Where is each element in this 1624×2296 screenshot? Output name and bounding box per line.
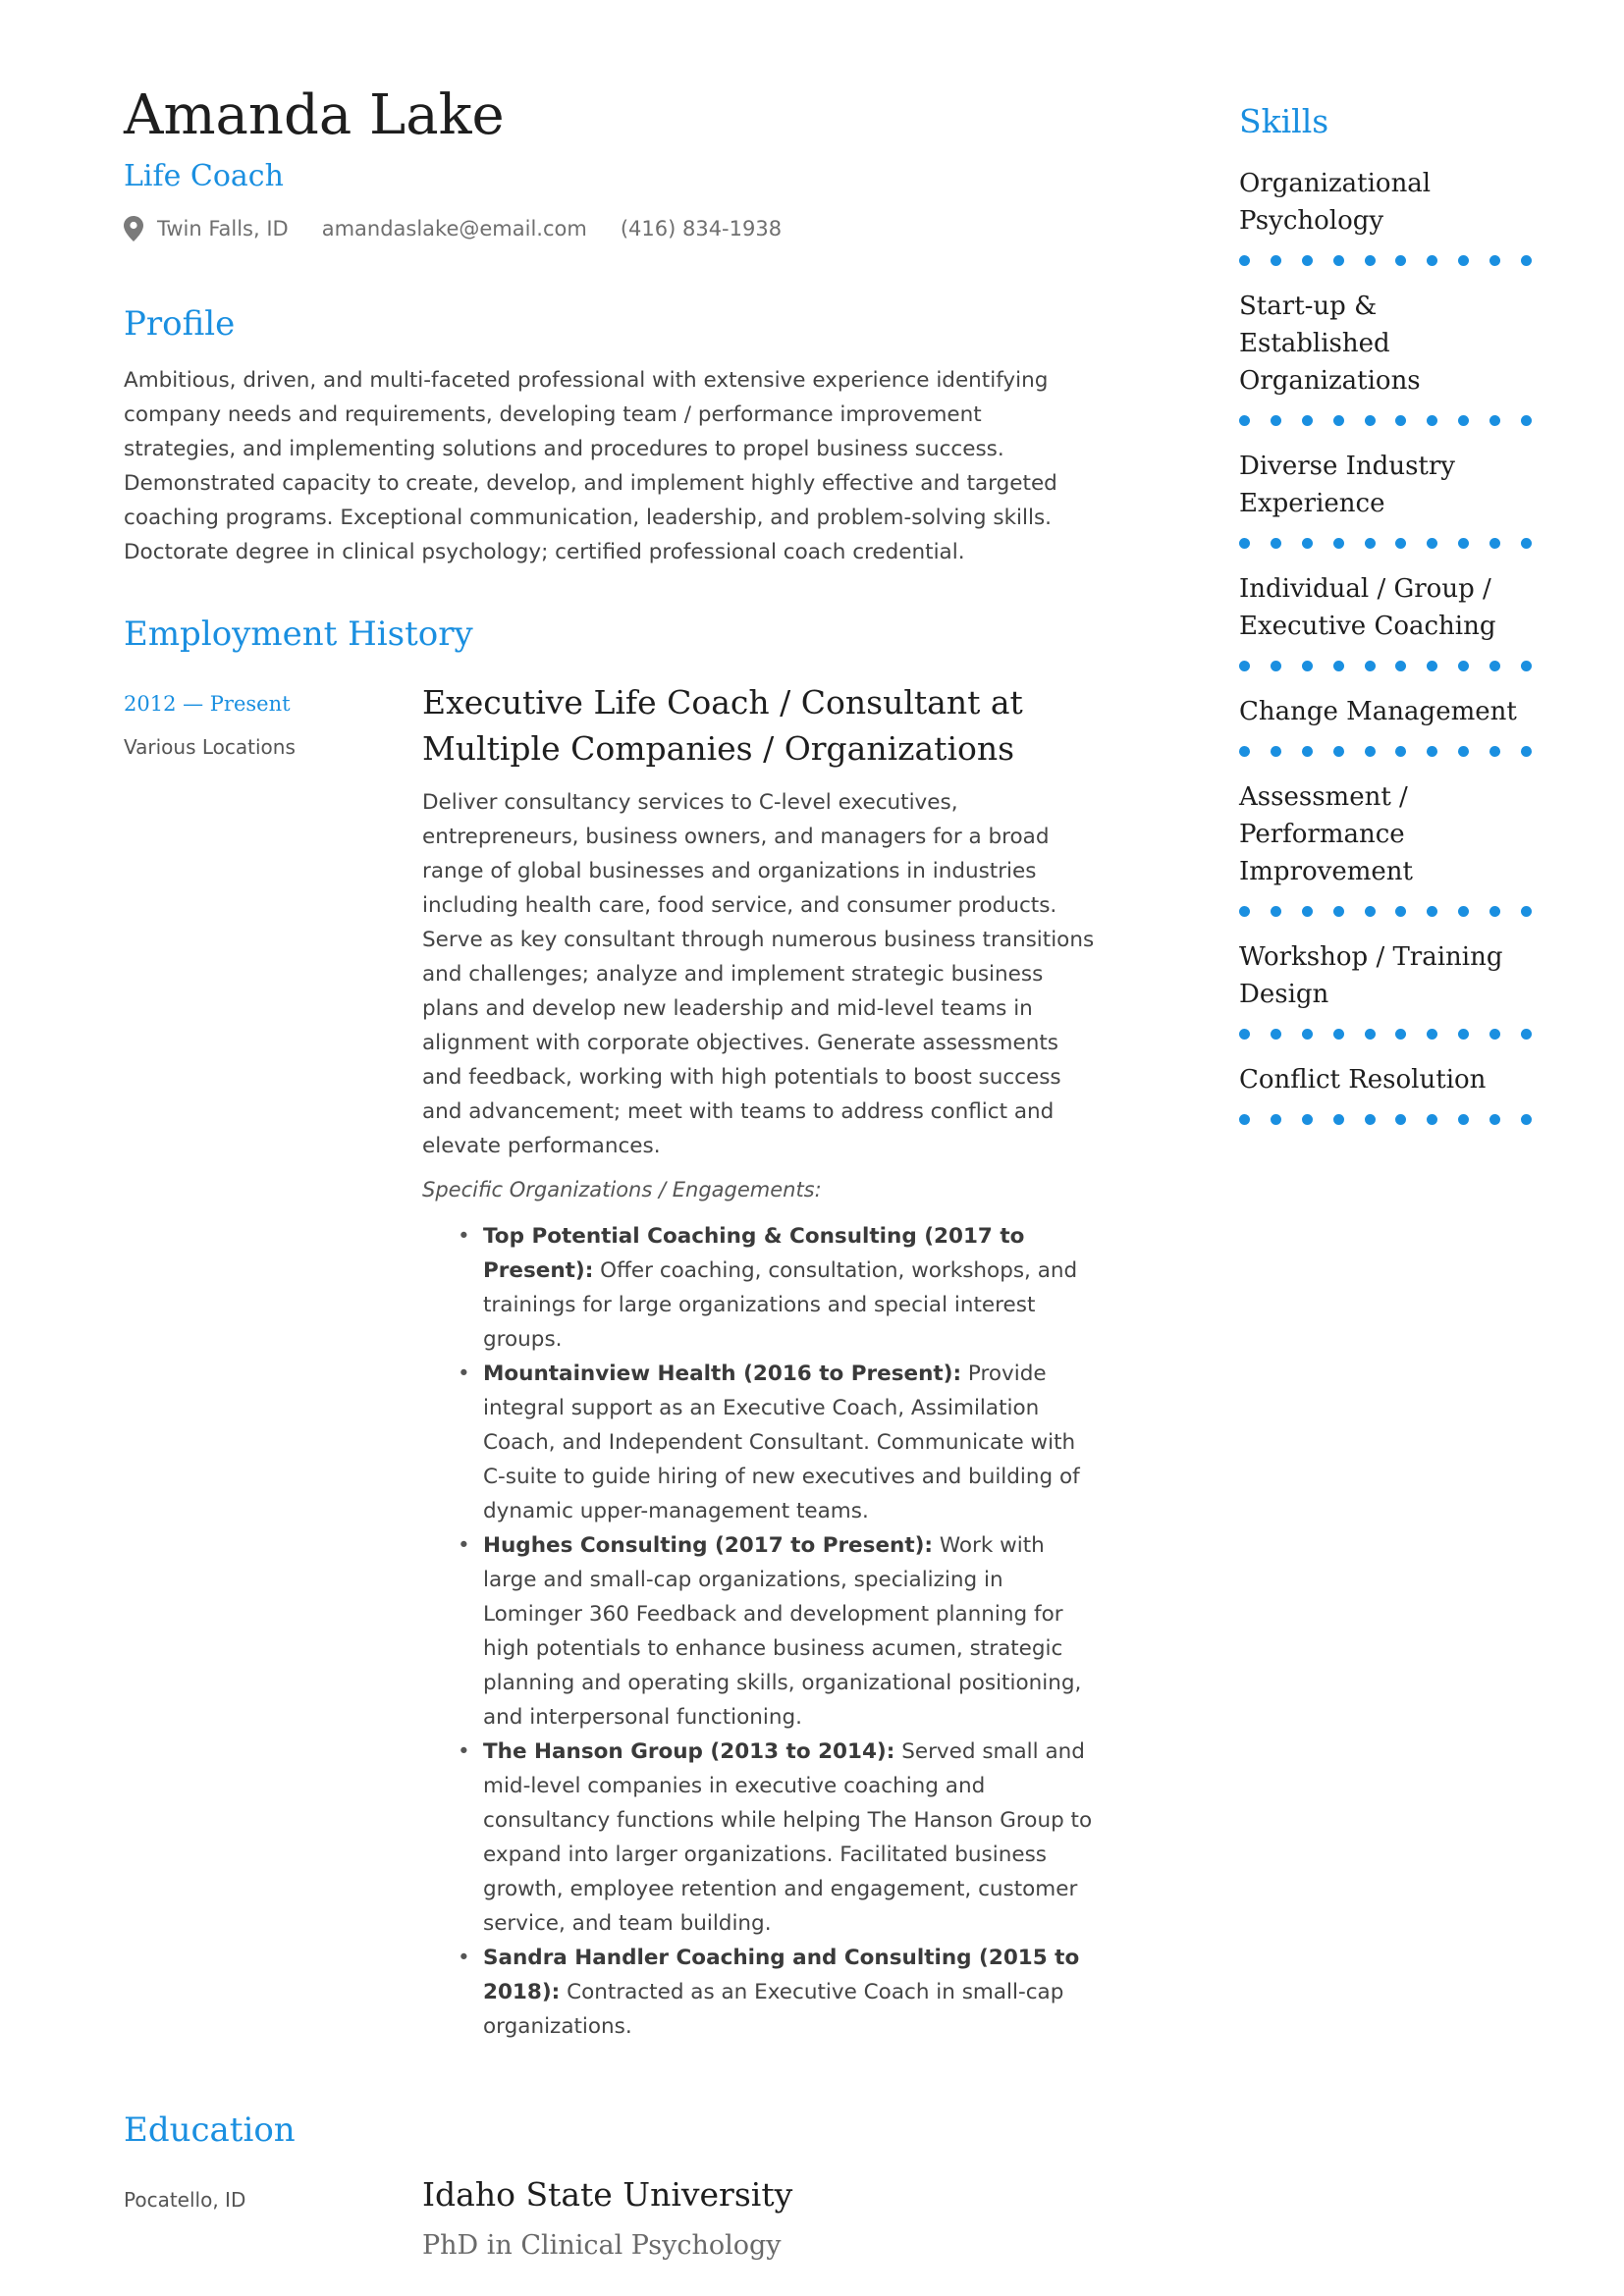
skill-dot [1302, 906, 1313, 917]
skill-dot [1521, 538, 1532, 549]
skill-name: Organizational Psychology [1239, 169, 1432, 236]
skill-dot [1489, 906, 1500, 917]
skill-dot [1521, 1029, 1532, 1040]
skill-dot [1365, 661, 1376, 671]
skill-dot [1427, 415, 1437, 426]
skills-heading: Skills [1239, 102, 1329, 140]
skill-dot [1489, 661, 1500, 671]
skill-item [1239, 448, 1534, 549]
skill-dot [1521, 255, 1532, 266]
skill-dot [1271, 746, 1281, 757]
skill-dot [1333, 1114, 1344, 1125]
resume-main-column [124, 80, 1096, 2266]
skill-name: Conflict Resolution [1239, 1065, 1487, 1095]
skill-dot [1239, 255, 1250, 266]
skill-dot [1395, 1114, 1406, 1125]
skill-dot [1458, 746, 1469, 757]
skill-level-dots [1239, 415, 1532, 426]
skill-dot [1458, 415, 1469, 426]
skill-dot [1271, 906, 1281, 917]
contact-email[interactable]: amandaslake@email.com [321, 217, 587, 240]
skill-dot [1302, 1114, 1313, 1125]
job-bullet-text: Work with large and small-cap organizations, specializing in Lominger 360 Feedback and development planning for high potentials to enhance business acumen, strategic planning and operating skills, organizational positioning, and interpersonal functioning. [483, 1533, 1082, 1730]
skill-dot [1489, 1029, 1500, 1040]
skill-dot [1489, 746, 1500, 757]
skill-dot [1427, 746, 1437, 757]
education-degree: PhD in Clinical Psychology [422, 2230, 782, 2261]
skill-dot [1427, 1029, 1437, 1040]
skill-item [1239, 938, 1534, 1040]
skill-dot [1427, 1114, 1437, 1125]
skill-dot [1458, 906, 1469, 917]
skill-dot [1271, 538, 1281, 549]
skill-dot [1427, 906, 1437, 917]
skill-dot [1395, 906, 1406, 917]
skill-dot [1489, 255, 1500, 266]
job-bullet-list [422, 1219, 1096, 2044]
job-description: Deliver consultancy services to C-level executives, entrepreneurs, business owners, and managers for a broad range of global businesses and organizations in industries including health care, food service, and consumer products. Serve as key consultant through numerous business transitions and challenges; analyze and implement strategic business plans and develop new leadership and mid-level teams in alignment with corporate objectives. Generate assessments and feedback, working with high potentials to boost success and advancement; meet with teams to address conflict and elevate performances. [422, 790, 1095, 1158]
skill-dot [1333, 538, 1344, 549]
skill-item [1239, 288, 1534, 426]
skill-dot [1333, 1029, 1344, 1040]
skill-dot [1395, 1029, 1406, 1040]
skill-dot [1333, 415, 1344, 426]
contact-location: Twin Falls, ID [157, 217, 289, 240]
education-school: Idaho State University [422, 2175, 793, 2214]
skill-dot [1521, 906, 1532, 917]
job-bullet [422, 1219, 1096, 1357]
skill-level-dots [1239, 255, 1532, 266]
skill-dot [1239, 538, 1250, 549]
profile-text: Ambitious, driven, and multi-faceted professional with extensive experience identifying company needs and requirements, developing team / performance improvement strategies, and implementing solutions and procedures to propel business success. Demonstrated capacity to create, develop, and implement highly effective and targeted coaching programs. Exceptional communication, leadership, and problem-solving skills. Doctorate degree in clinical psychology; certified professional coach credential. [124, 368, 1057, 564]
job-meta [124, 679, 422, 2044]
skill-name: Diverse Industry Experience [1239, 452, 1455, 518]
skill-dot [1365, 906, 1376, 917]
location-pin-icon [124, 216, 143, 241]
job-location: Various Locations [124, 735, 296, 759]
employment-heading: Employment History [124, 614, 473, 654]
skill-dot [1395, 746, 1406, 757]
job-bullet-bold: Mountainview Health (2016 to Present): [483, 1362, 962, 1386]
skill-dot [1302, 746, 1313, 757]
job-bullet-bold: Hughes Consulting (2017 to Present): [483, 1533, 934, 1558]
skill-dot [1271, 1114, 1281, 1125]
job-bullet [422, 1735, 1096, 1941]
education-entry [124, 2173, 1096, 2266]
skill-level-dots [1239, 906, 1532, 917]
skill-dot [1333, 661, 1344, 671]
skill-dot [1521, 661, 1532, 671]
skill-dot [1458, 255, 1469, 266]
skill-dot [1271, 661, 1281, 671]
skill-dot [1395, 538, 1406, 549]
skill-dot [1427, 255, 1437, 266]
skill-dot [1427, 538, 1437, 549]
skill-item [1239, 778, 1534, 917]
education-heading: Education [124, 2110, 296, 2150]
contact-line [124, 216, 1096, 241]
skill-dot [1333, 746, 1344, 757]
education-location: Pocatello, ID [124, 2188, 246, 2212]
skill-dot [1239, 661, 1250, 671]
skill-dot [1365, 255, 1376, 266]
skill-dot [1333, 906, 1344, 917]
skill-dot [1521, 1114, 1532, 1125]
skill-dot [1239, 906, 1250, 917]
skill-dot [1271, 255, 1281, 266]
education-body [422, 2173, 792, 2266]
job-bullet-text: Served small and mid-level companies in executive coaching and consultancy functions while helping The Hanson Group to expand into larger organizations. Facilitated business growth, employee retention and engagement, customer service, and team building. [483, 1739, 1093, 1936]
skill-item [1239, 165, 1534, 266]
skill-dot [1521, 746, 1532, 757]
skill-dot [1458, 538, 1469, 549]
skill-name: Change Management [1239, 697, 1517, 726]
skill-dot [1458, 661, 1469, 671]
job-entry [124, 679, 1096, 2044]
skill-dot [1333, 255, 1344, 266]
skill-name: Start-up & Established Organizations [1239, 292, 1421, 396]
skill-dot [1365, 1114, 1376, 1125]
job-subheading: Specific Organizations / Engagements: [422, 1178, 822, 1201]
job-bullet [422, 1941, 1096, 2044]
skill-dot [1489, 415, 1500, 426]
skill-dot [1395, 255, 1406, 266]
skill-level-dots [1239, 1029, 1532, 1040]
skill-item [1239, 693, 1534, 757]
job-bullet-text: Provide integral support as an Executive Coach, Assimilation Coach, and Independent Consultant. Communicate with C-suite to guide hiring of new executives and building of dynamic upper-management teams. [483, 1362, 1080, 1523]
skill-dot [1239, 1114, 1250, 1125]
skill-dot [1427, 661, 1437, 671]
skill-name: Individual / Group / Executive Coaching [1239, 574, 1496, 641]
profile-heading: Profile [124, 304, 236, 344]
skill-level-dots [1239, 661, 1532, 671]
skill-dot [1458, 1114, 1469, 1125]
skills-sidebar [1239, 100, 1534, 1125]
job-bullet-bold: Sandra Handler Coaching and Consulting (2015 to 2018): [483, 1946, 1080, 2004]
skill-name: Workshop / Training Design [1239, 942, 1503, 1009]
skill-dot [1365, 538, 1376, 549]
skill-dot [1302, 255, 1313, 266]
skill-dot [1365, 415, 1376, 426]
skill-level-dots [1239, 1114, 1532, 1125]
skill-dot [1458, 1029, 1469, 1040]
skill-dot [1302, 538, 1313, 549]
skill-dot [1239, 1029, 1250, 1040]
skill-dot [1302, 415, 1313, 426]
skill-dot [1271, 415, 1281, 426]
skill-item [1239, 1061, 1534, 1125]
skill-dot [1271, 1029, 1281, 1040]
skill-dot [1489, 538, 1500, 549]
skill-level-dots [1239, 746, 1532, 757]
skill-dot [1365, 1029, 1376, 1040]
skill-dot [1395, 661, 1406, 671]
contact-phone: (416) 834-1938 [620, 217, 783, 240]
job-bullet [422, 1528, 1096, 1735]
skill-item [1239, 570, 1534, 671]
skill-dot [1239, 746, 1250, 757]
job-bullet [422, 1357, 1096, 1528]
skill-dot [1302, 661, 1313, 671]
skill-dot [1302, 1029, 1313, 1040]
skill-dot [1521, 415, 1532, 426]
job-bullet-text: Offer coaching, consultation, workshops, and trainings for large organizations and special interest groups. [483, 1258, 1078, 1352]
skill-dot [1239, 415, 1250, 426]
job-bullet-bold: The Hanson Group (2013 to 2014): [483, 1739, 895, 1764]
job-dates: 2012 — Present [124, 692, 291, 716]
candidate-name: Amanda Lake [124, 83, 505, 147]
job-title: Executive Life Coach / Consultant at Multiple Companies / Organizations [422, 683, 1023, 768]
skill-dot [1365, 746, 1376, 757]
skill-name: Assessment / Performance Improvement [1239, 782, 1413, 886]
skill-level-dots [1239, 538, 1532, 549]
skill-dot [1395, 415, 1406, 426]
skill-dot [1489, 1114, 1500, 1125]
candidate-title: Life Coach [124, 159, 284, 193]
job-body [422, 679, 1096, 2044]
job-bullet-text: Contracted as an Executive Coach in small-cap organizations. [483, 1980, 1064, 2039]
job-bullet-bold: Top Potential Coaching & Consulting (2017 to Present): [483, 1224, 1025, 1283]
